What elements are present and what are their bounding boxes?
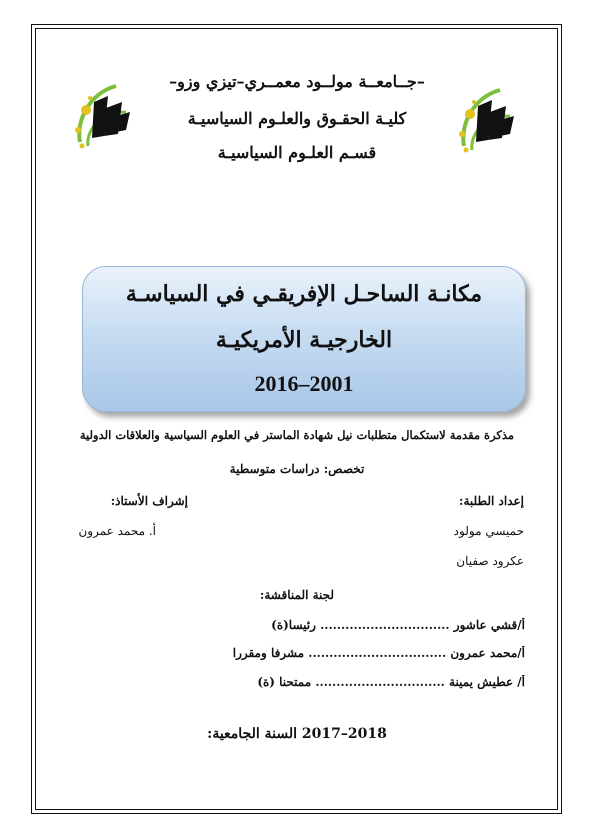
memo-description: مذكرة مقدمة لاستكمال متطلبات نيل شهادة الماستر في العلوم السياسية والعلاقات الدولية [79, 428, 515, 442]
committee-member-dots: ............................... [315, 675, 445, 689]
faculty-name: كليـة الحقـوق والعلـوم السياسيـة [187, 109, 407, 128]
academic-year-value: 2017–2018 [301, 726, 387, 742]
university-name: –جــامعــة مولــود معمــري–تيزي وزو– [169, 72, 425, 91]
thesis-title-years: 2016–2001 [254, 371, 354, 396]
academic-year-label: السنة الجامعية: [207, 726, 298, 742]
committee-member-name: أ/ عطيش يمينة [449, 675, 525, 689]
committee-label: لجنة المناقشة: [259, 588, 335, 602]
committee-member-name: أ/محمد عمرون [450, 646, 525, 660]
committee-member-dots: ................................. [308, 646, 447, 660]
students-label: إعداد الطلبة: [459, 494, 524, 508]
department-name: قسـم العلـوم السياسيـة [217, 143, 377, 162]
student-name-2: عكرود صفيان [456, 554, 524, 568]
committee-member-3 [70, 675, 525, 689]
thesis-title-box [82, 266, 526, 412]
committee-member-name: أ/قشي عاشور [453, 618, 525, 632]
supervisor-label: إشراف الأستاذ: [110, 494, 188, 508]
specialization: تخصص: دراسات متوسطية [229, 462, 365, 476]
thesis-title-line1: مكانـة الساحـل الإفريقـي في السياسـة [125, 281, 483, 307]
committee-member-role: ممتحنا (ة) [257, 675, 312, 689]
supervisor-name: أ. محمد عمرون [78, 524, 156, 538]
committee-member-1 [70, 618, 525, 632]
committee-member-role: مشرفا ومقررا [232, 646, 305, 660]
committee-member-2 [70, 646, 525, 660]
committee-member-dots: ............................... [320, 618, 450, 632]
academic-year [0, 726, 594, 742]
student-name-1: حميسي مولود [453, 524, 524, 538]
thesis-title-line2: الخارجيـة الأمريكيـة [215, 327, 393, 353]
committee-member-role: رئيسا(ة) [271, 618, 316, 632]
